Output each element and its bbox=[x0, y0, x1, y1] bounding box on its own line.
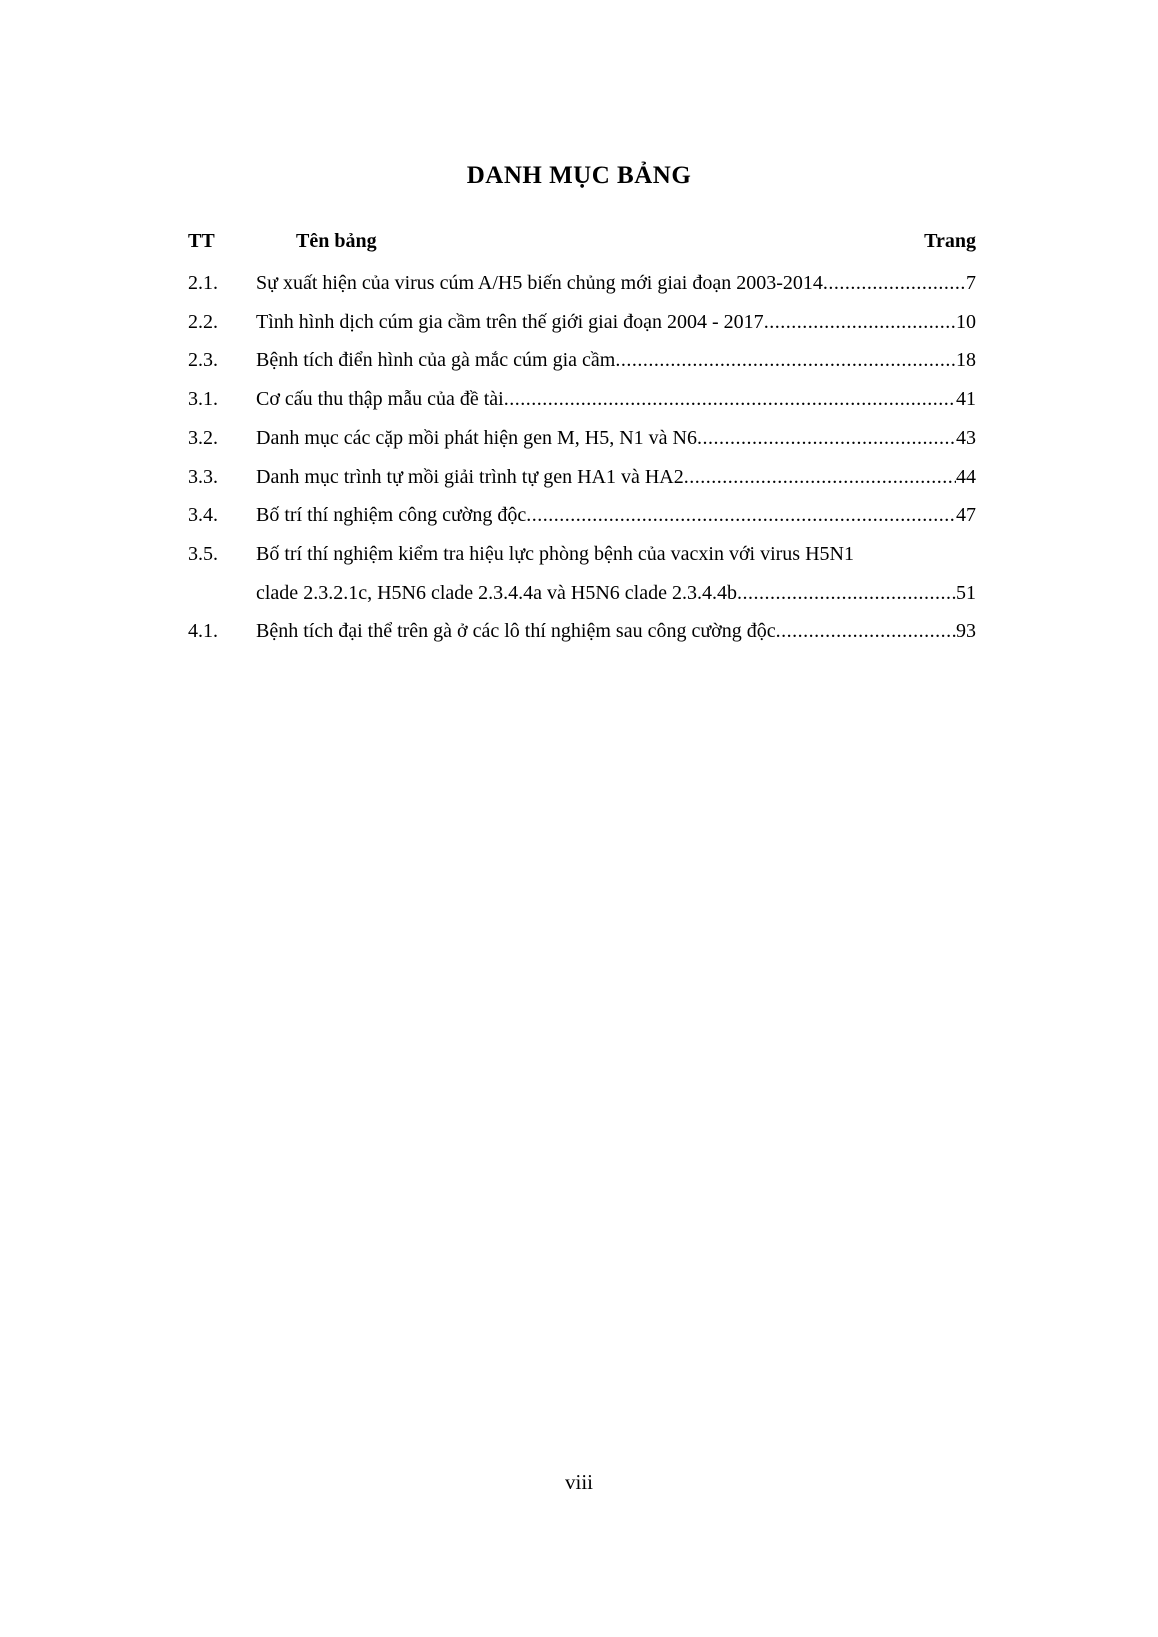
entry-page: 93 bbox=[956, 620, 976, 643]
entry-title: Danh mục các cặp mồi phát hiện gen M, H5, N1 và N6 bbox=[256, 426, 697, 449]
list-item[interactable] bbox=[188, 341, 976, 380]
entry-number: 3.3. bbox=[188, 465, 218, 488]
table-list bbox=[188, 264, 976, 651]
table-header bbox=[188, 230, 976, 258]
leader-dots bbox=[684, 458, 956, 497]
entry-page: 44 bbox=[956, 465, 976, 488]
leader-dots bbox=[697, 419, 956, 458]
list-item[interactable] bbox=[188, 264, 976, 303]
page-number: viii bbox=[564, 1470, 593, 1494]
entry-page: 47 bbox=[956, 504, 976, 527]
leader-dots bbox=[615, 341, 956, 380]
list-item[interactable] bbox=[188, 419, 976, 458]
entry-title-line-2: clade 2.3.2.1c, H5N6 clade 2.3.4.4a và H5N6 clade 2.3.4.4b bbox=[256, 581, 737, 604]
entry-number: 3.2. bbox=[188, 426, 218, 449]
entry-page: 10 bbox=[956, 310, 976, 333]
entry-title: Cơ cấu thu thập mẫu của đề tài bbox=[256, 388, 504, 411]
entry-page: 41 bbox=[956, 388, 976, 411]
entry-number: 3.1. bbox=[188, 388, 218, 411]
entry-number: 2.3. bbox=[188, 349, 218, 372]
entry-title-line-1: Bố trí thí nghiệm kiểm tra hiệu lực phòng bệnh của vacxin với virus H5N1 bbox=[256, 542, 854, 565]
list-item[interactable] bbox=[188, 458, 976, 497]
header-name: Tên bảng bbox=[296, 230, 377, 252]
leader-dots bbox=[504, 380, 956, 419]
leader-dots bbox=[737, 574, 956, 613]
list-item[interactable] bbox=[188, 380, 976, 419]
entry-number: 4.1. bbox=[188, 620, 218, 643]
entry-number: 2.1. bbox=[188, 272, 218, 294]
page-title: DANH MỤC BẢNG bbox=[466, 162, 692, 189]
leader-dots bbox=[526, 496, 956, 535]
entry-title: Sự xuất hiện của virus cúm A/H5 biến chủng mới giai đoạn 2003-2014 bbox=[256, 272, 823, 294]
leader-dots bbox=[776, 612, 956, 651]
entry-title: Bệnh tích đại thể trên gà ở các lô thí nghiệm sau công cường độc bbox=[256, 620, 776, 643]
entry-title: Bố trí thí nghiệm công cường độc bbox=[256, 504, 527, 527]
leader-dots bbox=[823, 264, 966, 303]
list-item[interactable] bbox=[188, 612, 976, 651]
entry-page: 18 bbox=[956, 349, 976, 372]
entry-title: Tình hình dịch cúm gia cầm trên thế giới giai đoạn 2004 - 2017 bbox=[256, 310, 764, 333]
header-page: Trang bbox=[924, 230, 976, 252]
entry-number: 2.2. bbox=[188, 310, 218, 333]
entry-page: 7 bbox=[966, 272, 976, 294]
entry-title: Bệnh tích điển hình của gà mắc cúm gia cầm bbox=[256, 349, 616, 372]
list-item[interactable] bbox=[188, 496, 976, 535]
entry-page: 43 bbox=[956, 426, 976, 449]
header-tt: TT bbox=[188, 230, 215, 252]
entry-number: 3.4. bbox=[188, 504, 218, 527]
list-item[interactable] bbox=[188, 535, 976, 612]
entry-title: Danh mục trình tự mồi giải trình tự gen HA1 và HA2 bbox=[256, 465, 684, 488]
leader-dots bbox=[764, 303, 956, 342]
list-item[interactable] bbox=[188, 303, 976, 342]
entry-number: 3.5. bbox=[188, 542, 218, 565]
entry-page: 51 bbox=[956, 581, 976, 604]
